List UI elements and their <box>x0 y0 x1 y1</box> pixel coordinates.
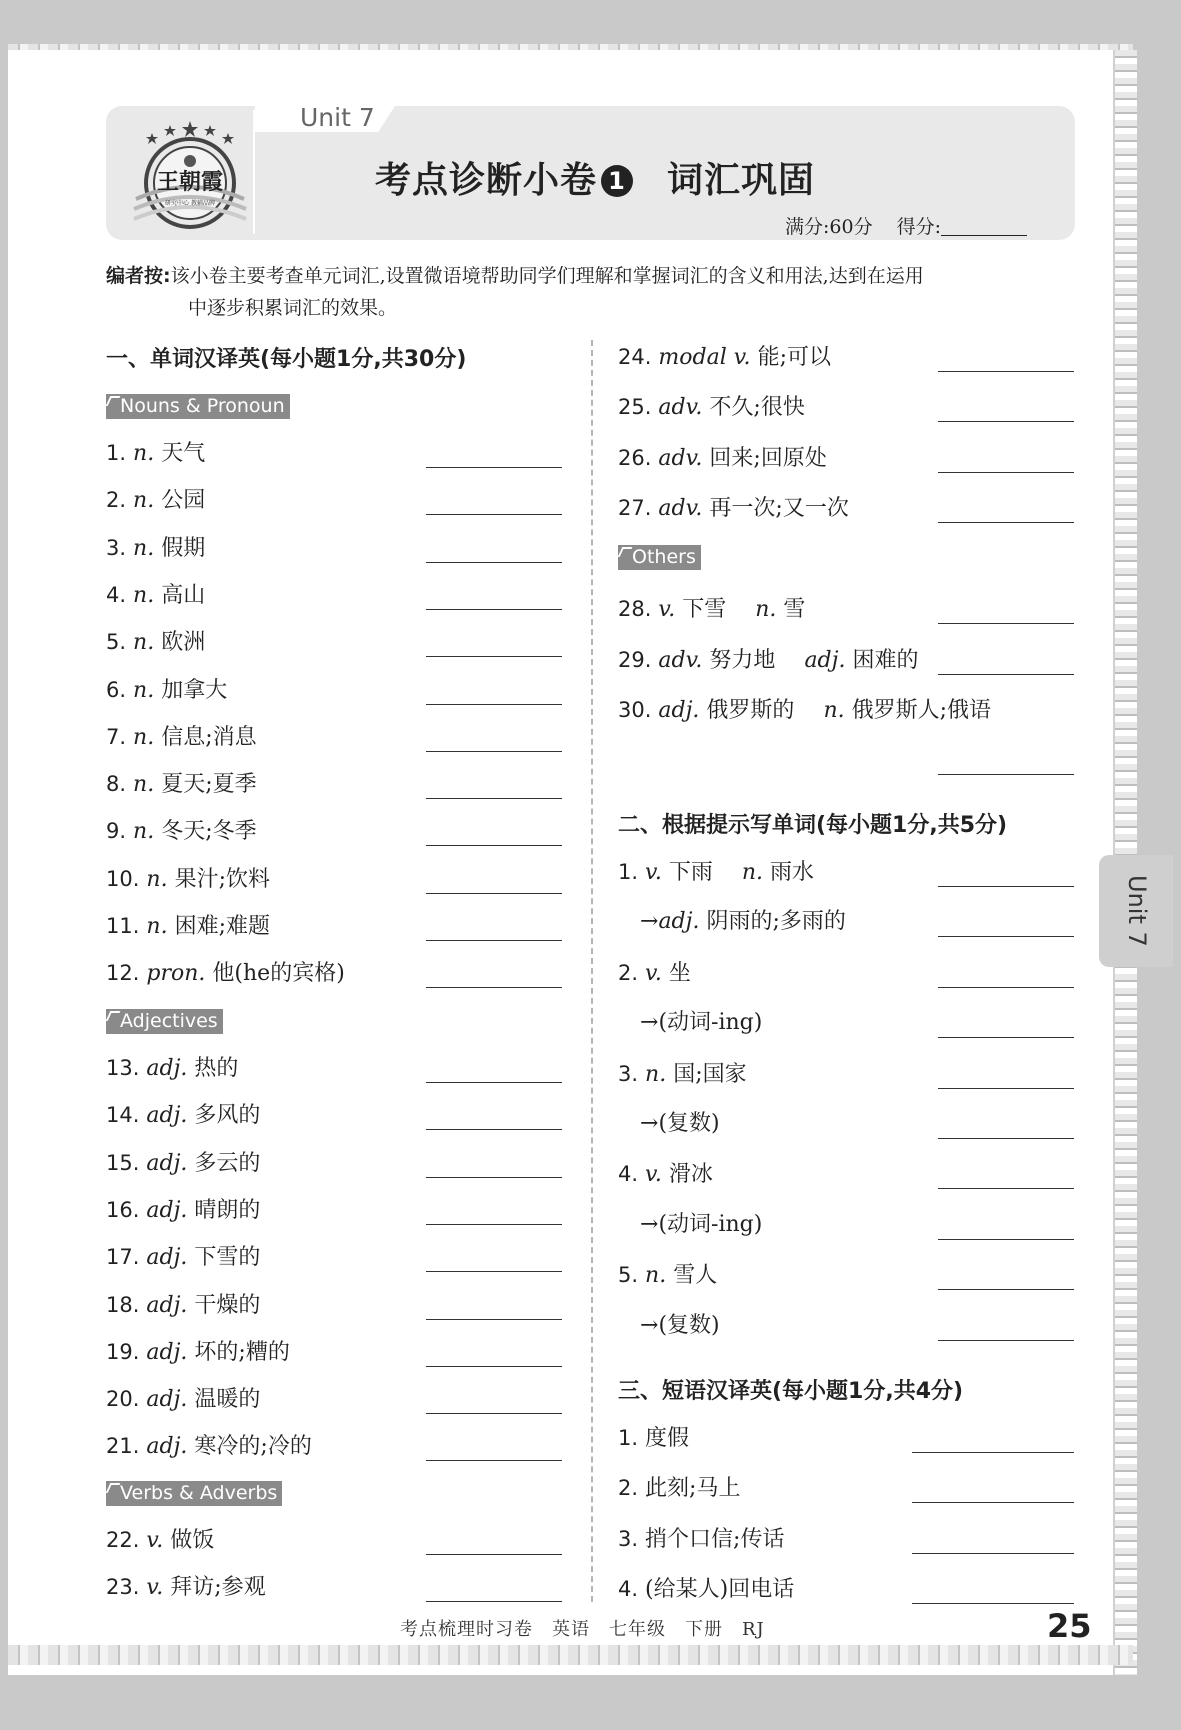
chinese-meaning: (复数) <box>658 1111 720 1136</box>
item-number: 30. <box>618 698 652 722</box>
item-number: 3. <box>618 1526 639 1551</box>
answer-blank[interactable] <box>426 1460 562 1461</box>
answer-blank[interactable] <box>938 522 1074 523</box>
item-number: 13. <box>106 1056 140 1080</box>
chinese-meaning: 度假 <box>645 1426 690 1451</box>
answer-blank[interactable] <box>426 609 562 610</box>
list-item <box>106 674 227 706</box>
chinese-meaning: 阴雨的;多雨的 <box>706 909 846 935</box>
item-number: 17. <box>106 1245 140 1270</box>
list-item <box>106 437 205 469</box>
list-item <box>106 1289 260 1321</box>
side-unit-label: Unit 7 <box>1123 875 1151 947</box>
part-of-speech: v. <box>645 860 662 885</box>
chinese-meaning: 加拿大 <box>161 677 228 703</box>
arrow-icon: → <box>640 1111 659 1136</box>
part-of-speech: v. <box>645 1162 662 1188</box>
section3-title: 三、短语汉译英(每小题1分,共4分) <box>618 1379 964 1404</box>
part-of-speech: n. <box>133 630 155 656</box>
page-number: 25 <box>1047 1607 1092 1645</box>
chinese-meaning: 国;国家 <box>673 1061 747 1087</box>
list-item <box>640 1108 720 1140</box>
arrow-icon: → <box>640 1211 659 1237</box>
chinese-meaning: (动词-ing) <box>658 1010 763 1036</box>
list-item <box>106 863 270 895</box>
item-number: 25. <box>618 395 652 420</box>
list-item <box>106 768 257 800</box>
item-number: 6. <box>106 677 127 702</box>
list-item <box>106 1383 260 1415</box>
list-item <box>618 593 805 625</box>
answer-blank[interactable] <box>938 1239 1074 1240</box>
answer-blank[interactable] <box>938 886 1074 887</box>
list-item <box>618 644 918 676</box>
item-number: 16. <box>106 1197 140 1222</box>
list-item <box>640 1209 762 1241</box>
item-number: 3. <box>618 1061 639 1086</box>
part-of-speech: v. <box>658 597 676 622</box>
title-suffix: 词汇巩固 <box>667 160 816 201</box>
chinese-meaning: 多风的 <box>194 1103 261 1129</box>
item-number: 14. <box>106 1103 140 1128</box>
score-label: 得分: <box>896 216 942 238</box>
list-item <box>106 579 205 611</box>
side-unit-tab <box>1099 855 1173 967</box>
item-number: 15. <box>106 1150 140 1175</box>
part-of-speech: n. <box>645 1263 667 1289</box>
item-number: 4. <box>106 582 127 607</box>
part-of-speech: n. <box>133 535 155 561</box>
part-of-speech-2: n. <box>755 597 777 622</box>
item-number: 29. <box>618 648 652 672</box>
answer-blank[interactable] <box>426 940 562 941</box>
item-number: 10. <box>106 866 140 891</box>
answer-blank[interactable] <box>938 472 1074 473</box>
list-item <box>106 1571 266 1603</box>
list-item <box>106 1194 260 1226</box>
chinese-meaning: 坏的;糟的 <box>194 1339 290 1365</box>
list-item <box>106 1099 260 1131</box>
category-label: Verbs & Adverbs <box>106 1481 282 1506</box>
item-number: 4. <box>618 1576 639 1601</box>
list-item <box>106 532 205 564</box>
answer-blank[interactable] <box>426 987 562 988</box>
chinese-meaning-2: 雪 <box>783 597 806 622</box>
chinese-meaning: 下雪的 <box>194 1245 261 1271</box>
item-number: 1. <box>618 860 639 884</box>
list-item <box>618 1058 747 1090</box>
chinese-meaning: 干燥的 <box>194 1292 261 1318</box>
answer-blank[interactable] <box>426 1177 562 1178</box>
chinese-meaning: 高山 <box>161 582 206 608</box>
chinese-meaning: 能;可以 <box>757 345 831 370</box>
answer-blank[interactable] <box>426 1271 562 1272</box>
item-number: 26. <box>618 445 652 470</box>
answer-blank[interactable] <box>938 421 1074 422</box>
list-item <box>618 492 849 524</box>
list-item <box>106 1241 260 1273</box>
list-item <box>106 484 205 516</box>
answer-blank[interactable] <box>426 1413 562 1414</box>
answer-blank[interactable] <box>912 1603 1074 1604</box>
chinese-meaning: 冬天;冬季 <box>161 819 257 845</box>
list-item <box>618 957 691 989</box>
chinese-meaning: 拜访;参观 <box>170 1575 266 1600</box>
answer-blank[interactable] <box>426 1129 562 1130</box>
answer-blank[interactable] <box>426 1554 562 1555</box>
chinese-meaning: (复数) <box>658 1312 720 1338</box>
list-item <box>106 815 257 847</box>
part-of-speech: v. <box>146 1575 164 1600</box>
answer-blank[interactable] <box>938 371 1074 372</box>
category-label: Adjectives <box>106 1009 223 1034</box>
item-number: 18. <box>106 1292 140 1317</box>
part-of-speech: adj. <box>658 909 700 935</box>
chinese-meaning: 寒冷的;冷的 <box>194 1434 312 1460</box>
answer-blank[interactable] <box>426 1082 562 1083</box>
part-of-speech: modal v. <box>658 345 751 370</box>
part-of-speech: adv. <box>658 495 703 521</box>
part-of-speech: adj. <box>146 1387 188 1413</box>
list-item <box>106 1336 290 1368</box>
page-edge-bottom <box>8 1645 1133 1665</box>
chinese-meaning: 回来;回原处 <box>709 445 827 471</box>
answer-blank[interactable] <box>938 1340 1074 1341</box>
chinese-meaning-2: 雨水 <box>770 860 815 885</box>
part-of-speech: n. <box>645 1061 667 1087</box>
answer-blank[interactable] <box>938 774 1074 775</box>
list-item <box>106 1147 260 1179</box>
chinese-meaning: 下雪 <box>682 597 727 622</box>
item-number: 7. <box>106 724 127 749</box>
chinese-meaning: 欧洲 <box>161 630 206 656</box>
list-item <box>618 1472 740 1504</box>
answer-blank[interactable] <box>426 562 562 563</box>
footer-text: 考点梳理时习卷 英语 七年级 下册 RJ <box>400 1619 765 1640</box>
item-number: 5. <box>106 630 127 655</box>
column-divider <box>591 340 593 1602</box>
publisher-logo <box>126 115 254 237</box>
arrow-icon: → <box>640 1312 659 1338</box>
item-number: 1. <box>618 1426 639 1450</box>
full-marks: 满分:60分 <box>785 216 873 238</box>
item-number: 27. <box>618 495 652 520</box>
chinese-meaning-2: 困难的 <box>852 648 919 673</box>
list-item <box>106 1524 214 1556</box>
answer-blank[interactable] <box>938 1088 1074 1089</box>
editor-note-line2: 中逐步积累词汇的效果。 <box>188 297 398 319</box>
item-number: 2. <box>618 960 639 985</box>
list-item <box>618 442 827 474</box>
list-item <box>618 1158 713 1190</box>
list-item <box>618 694 991 726</box>
part-of-speech-2: n. <box>741 860 764 885</box>
chinese-meaning: 他(he的宾格) <box>212 961 345 987</box>
answer-blank[interactable] <box>426 893 562 894</box>
editor-note-line1: 该小卷主要考查单元词汇,设置微语境帮助同学们理解和掌握词汇的含义和用法,达到在运用 <box>170 265 924 287</box>
editor-note-lead: 编者按: <box>106 265 171 287</box>
answer-blank[interactable] <box>938 1188 1074 1189</box>
answer-blank[interactable] <box>938 987 1074 988</box>
list-item <box>618 1259 717 1291</box>
answer-blank[interactable] <box>912 1452 1074 1453</box>
chinese-meaning-2: 俄罗斯人;俄语 <box>851 698 992 723</box>
answer-blank[interactable] <box>426 704 562 705</box>
unit-label: Unit 7 <box>300 103 375 132</box>
list-item <box>640 1007 762 1039</box>
part-of-speech: adj. <box>146 1245 188 1271</box>
chinese-meaning: 温暖的 <box>194 1387 261 1413</box>
chinese-meaning: 下雨 <box>668 860 713 885</box>
item-number: 5. <box>618 1263 639 1288</box>
part-of-speech: v. <box>645 960 662 986</box>
answer-blank[interactable] <box>912 1502 1074 1503</box>
section2-title: 二、根据提示写单词(每小题1分,共5分) <box>618 813 1008 838</box>
chinese-meaning: 困难;难题 <box>174 914 270 939</box>
chinese-meaning: 公园 <box>161 488 206 514</box>
part-of-speech: pron. <box>146 961 206 987</box>
score-line <box>785 212 1027 239</box>
arrow-icon: → <box>640 909 659 935</box>
part-of-speech: adj. <box>658 698 700 723</box>
part-of-speech: n. <box>133 582 155 608</box>
list-item <box>618 1573 794 1605</box>
chinese-meaning: 信息;消息 <box>161 724 257 750</box>
list-item <box>106 1430 312 1462</box>
item-number: 9. <box>106 819 127 844</box>
chinese-meaning: 不久;很快 <box>709 395 805 421</box>
answer-blank[interactable] <box>938 623 1074 624</box>
part-of-speech: v. <box>146 1528 164 1553</box>
chinese-meaning: 假期 <box>161 535 206 561</box>
list-item <box>618 1523 784 1555</box>
item-number: 2. <box>618 1476 639 1501</box>
item-number: 21. <box>106 1434 140 1459</box>
chinese-meaning: 雪人 <box>673 1263 718 1289</box>
item-number: 20. <box>106 1387 140 1412</box>
answer-blank[interactable] <box>426 751 562 752</box>
list-item <box>106 626 205 658</box>
title-prefix: 考点诊断小卷 <box>375 160 598 201</box>
part-of-speech: adj. <box>146 1150 188 1176</box>
chinese-meaning: 此刻;马上 <box>645 1476 741 1502</box>
part-of-speech: n. <box>133 488 155 514</box>
answer-blank[interactable] <box>426 1319 562 1320</box>
part-of-speech: adj. <box>146 1434 188 1460</box>
answer-blank[interactable] <box>426 798 562 799</box>
section1-title: 一、单词汉译英(每小题1分,共30分) <box>106 347 467 372</box>
arrow-icon: → <box>640 1010 659 1036</box>
chinese-meaning: 果汁;饮料 <box>174 866 270 892</box>
part-of-speech: n. <box>133 772 155 798</box>
answer-blank[interactable] <box>426 1366 562 1367</box>
answer-blank[interactable] <box>938 1037 1074 1038</box>
answer-blank[interactable] <box>426 514 562 515</box>
item-number: 23. <box>106 1575 140 1599</box>
chinese-meaning: 夏天;夏季 <box>161 772 257 798</box>
item-number: 24. <box>618 345 652 369</box>
list-item <box>640 1310 720 1342</box>
part-of-speech: adj. <box>146 1197 188 1223</box>
chinese-meaning: 俄罗斯的 <box>706 698 795 723</box>
list-item <box>106 957 345 989</box>
list-item <box>640 906 846 938</box>
title-number-badge: 1 <box>601 165 633 197</box>
part-of-speech: n. <box>133 441 155 466</box>
chinese-meaning: 多云的 <box>194 1150 261 1176</box>
score-blank[interactable] <box>941 217 1027 236</box>
item-number: 4. <box>618 1162 639 1187</box>
answer-blank[interactable] <box>426 845 562 846</box>
part-of-speech: adj. <box>146 1103 188 1129</box>
part-of-speech: adj. <box>146 1339 188 1365</box>
item-number: 3. <box>106 535 127 560</box>
list-item <box>618 856 814 888</box>
item-number: 12. <box>106 961 140 986</box>
list-item <box>106 1052 238 1084</box>
answer-blank[interactable] <box>938 674 1074 675</box>
part-of-speech: adj. <box>146 1292 188 1318</box>
part-of-speech: adv. <box>658 395 703 421</box>
answer-blank[interactable] <box>938 1289 1074 1290</box>
part-of-speech: n. <box>146 866 168 892</box>
item-number: 19. <box>106 1339 140 1364</box>
item-number: 28. <box>618 597 652 621</box>
list-item <box>106 721 257 753</box>
part-of-speech: adv. <box>658 648 703 673</box>
category-label: Others <box>618 545 701 570</box>
part-of-speech: adv. <box>658 445 703 471</box>
part-of-speech: adj. <box>146 1056 188 1081</box>
chinese-meaning: 做饭 <box>170 1528 215 1553</box>
part-of-speech: n. <box>133 677 155 703</box>
item-number: 1. <box>106 441 127 465</box>
list-item <box>106 910 270 942</box>
answer-blank[interactable] <box>938 1138 1074 1139</box>
answer-blank[interactable] <box>938 936 1074 937</box>
logo-subtitle: 研究中心 教辅品牌 <box>165 200 215 207</box>
chinese-meaning: 天气 <box>161 441 206 466</box>
answer-blank[interactable] <box>426 1601 562 1602</box>
item-number: 8. <box>106 772 127 797</box>
chinese-meaning: 坐 <box>668 960 691 986</box>
answer-blank[interactable] <box>426 656 562 657</box>
chinese-meaning: 晴朗的 <box>194 1197 261 1223</box>
chinese-meaning: 努力地 <box>709 648 776 673</box>
answer-blank[interactable] <box>912 1553 1074 1554</box>
list-item <box>618 1422 689 1454</box>
item-number: 11. <box>106 914 140 938</box>
part-of-speech-2: n. <box>823 698 845 723</box>
category-label: Nouns & Pronoun <box>106 394 290 419</box>
answer-blank[interactable] <box>426 467 562 468</box>
answer-blank[interactable] <box>426 1224 562 1225</box>
logo-name: 王朝霞 <box>156 169 224 195</box>
part-of-speech: n. <box>133 724 155 750</box>
editor-note <box>106 260 1076 324</box>
chinese-meaning: 热的 <box>194 1056 239 1081</box>
chinese-meaning: 捎个口信;传话 <box>645 1526 785 1552</box>
list-item <box>618 391 805 423</box>
part-of-speech-2: adj. <box>804 648 846 673</box>
list-item <box>618 341 831 373</box>
part-of-speech: n. <box>133 819 155 845</box>
chinese-meaning: 再一次;又一次 <box>709 495 849 521</box>
chinese-meaning: 滑冰 <box>668 1162 713 1188</box>
chinese-meaning: (动词-ing) <box>658 1211 763 1237</box>
page-title <box>375 152 815 203</box>
item-number: 2. <box>106 488 127 513</box>
chinese-meaning: (给某人)回电话 <box>645 1576 795 1602</box>
item-number: 22. <box>106 1528 140 1552</box>
part-of-speech: n. <box>146 914 168 939</box>
